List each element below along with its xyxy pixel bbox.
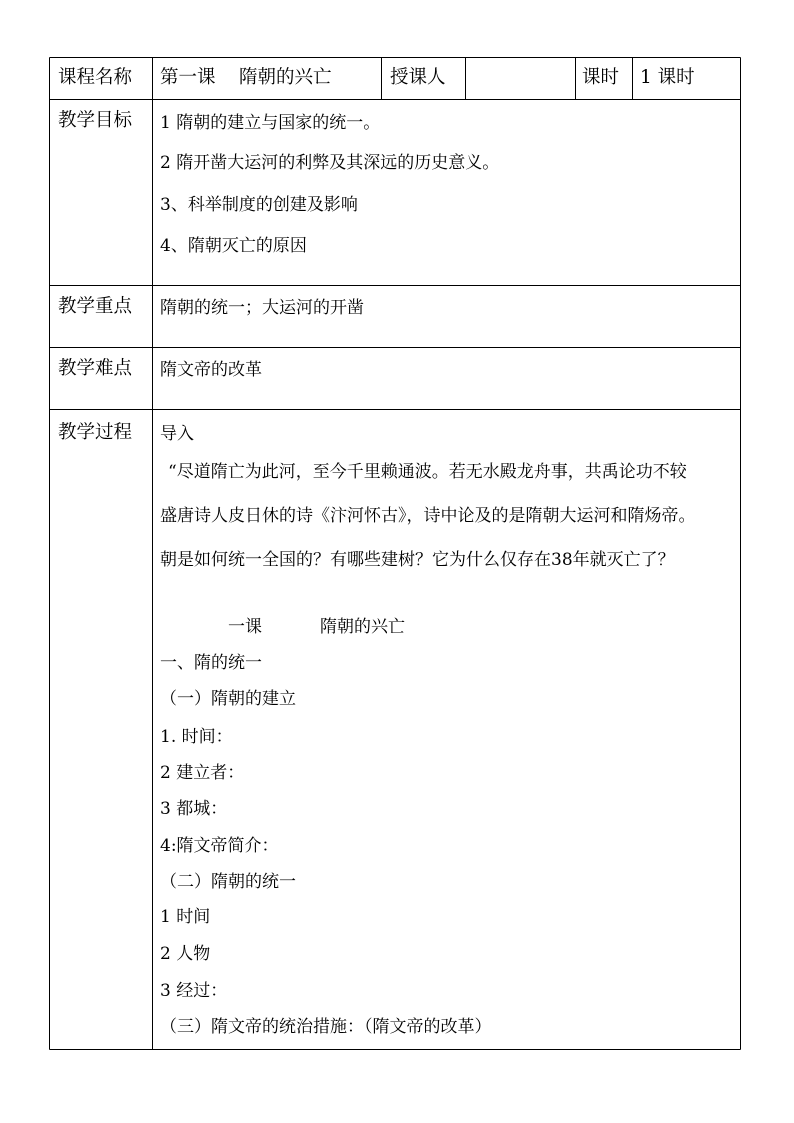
difficulties-label: 教学难点 — [58, 358, 133, 379]
outline-item: 2 人物 — [160, 944, 211, 964]
key-points-label: 教学重点 — [58, 296, 133, 317]
outline-item: 一、隋的统一 — [160, 653, 262, 673]
outline-item: 4:隋文帝简介： — [160, 836, 279, 856]
intro-line: 盛唐诗人皮日休的诗《汴河怀古》，诗中论及的是隋朝大运河和隋炀帝。 — [160, 506, 696, 526]
outline-item: （二）隋朝的统一 — [160, 872, 296, 892]
periods-label: 课时 — [582, 67, 620, 88]
intro-heading: 导入 — [160, 424, 194, 444]
outline-item: 1. 时间： — [160, 727, 233, 747]
outline-item: 3 经过： — [160, 981, 228, 1001]
objective-item: 2 隋开凿大运河的利弊及其深远的历史意义。 — [160, 153, 500, 173]
teacher-label: 授课人 — [390, 67, 446, 88]
difficulties-text: 隋文帝的改革 — [160, 360, 262, 380]
process-label: 教学过程 — [58, 422, 133, 443]
periods-value: 1 课时 — [640, 67, 695, 88]
outline-item: （一）隋朝的建立 — [160, 689, 296, 709]
outline-item: 1 时间 — [160, 907, 211, 927]
outline-item: （三）隋文帝的统治措施：（隋文帝的改革） — [160, 1017, 492, 1037]
course-name-label: 课程名称 — [58, 67, 133, 88]
objective-item: 1 隋朝的建立与国家的统一。 — [160, 113, 381, 133]
outline-item: 3 都城： — [160, 799, 228, 819]
objective-item: 4、隋朝灭亡的原因 — [160, 236, 307, 256]
outline-item: 2 建立者： — [160, 763, 245, 783]
course-title: 第一课 隋朝的兴亡 — [160, 67, 332, 88]
lesson-number: 一课 — [228, 617, 262, 637]
key-points-text: 隋朝的统一；大运河的开凿 — [160, 298, 364, 318]
intro-line: 朝是如何统一全国的？有哪些建树？它为什么仅存在38年就灭亡了？ — [160, 550, 675, 570]
objective-item: 3、科举制度的创建及影响 — [160, 195, 358, 215]
lesson-title: 隋朝的兴亡 — [320, 617, 405, 637]
intro-line: “尽道隋亡为此河，至今千里赖通波。若无水殿龙舟事，共禹论功不较 — [168, 462, 687, 482]
objectives-label: 教学目标 — [58, 110, 133, 131]
